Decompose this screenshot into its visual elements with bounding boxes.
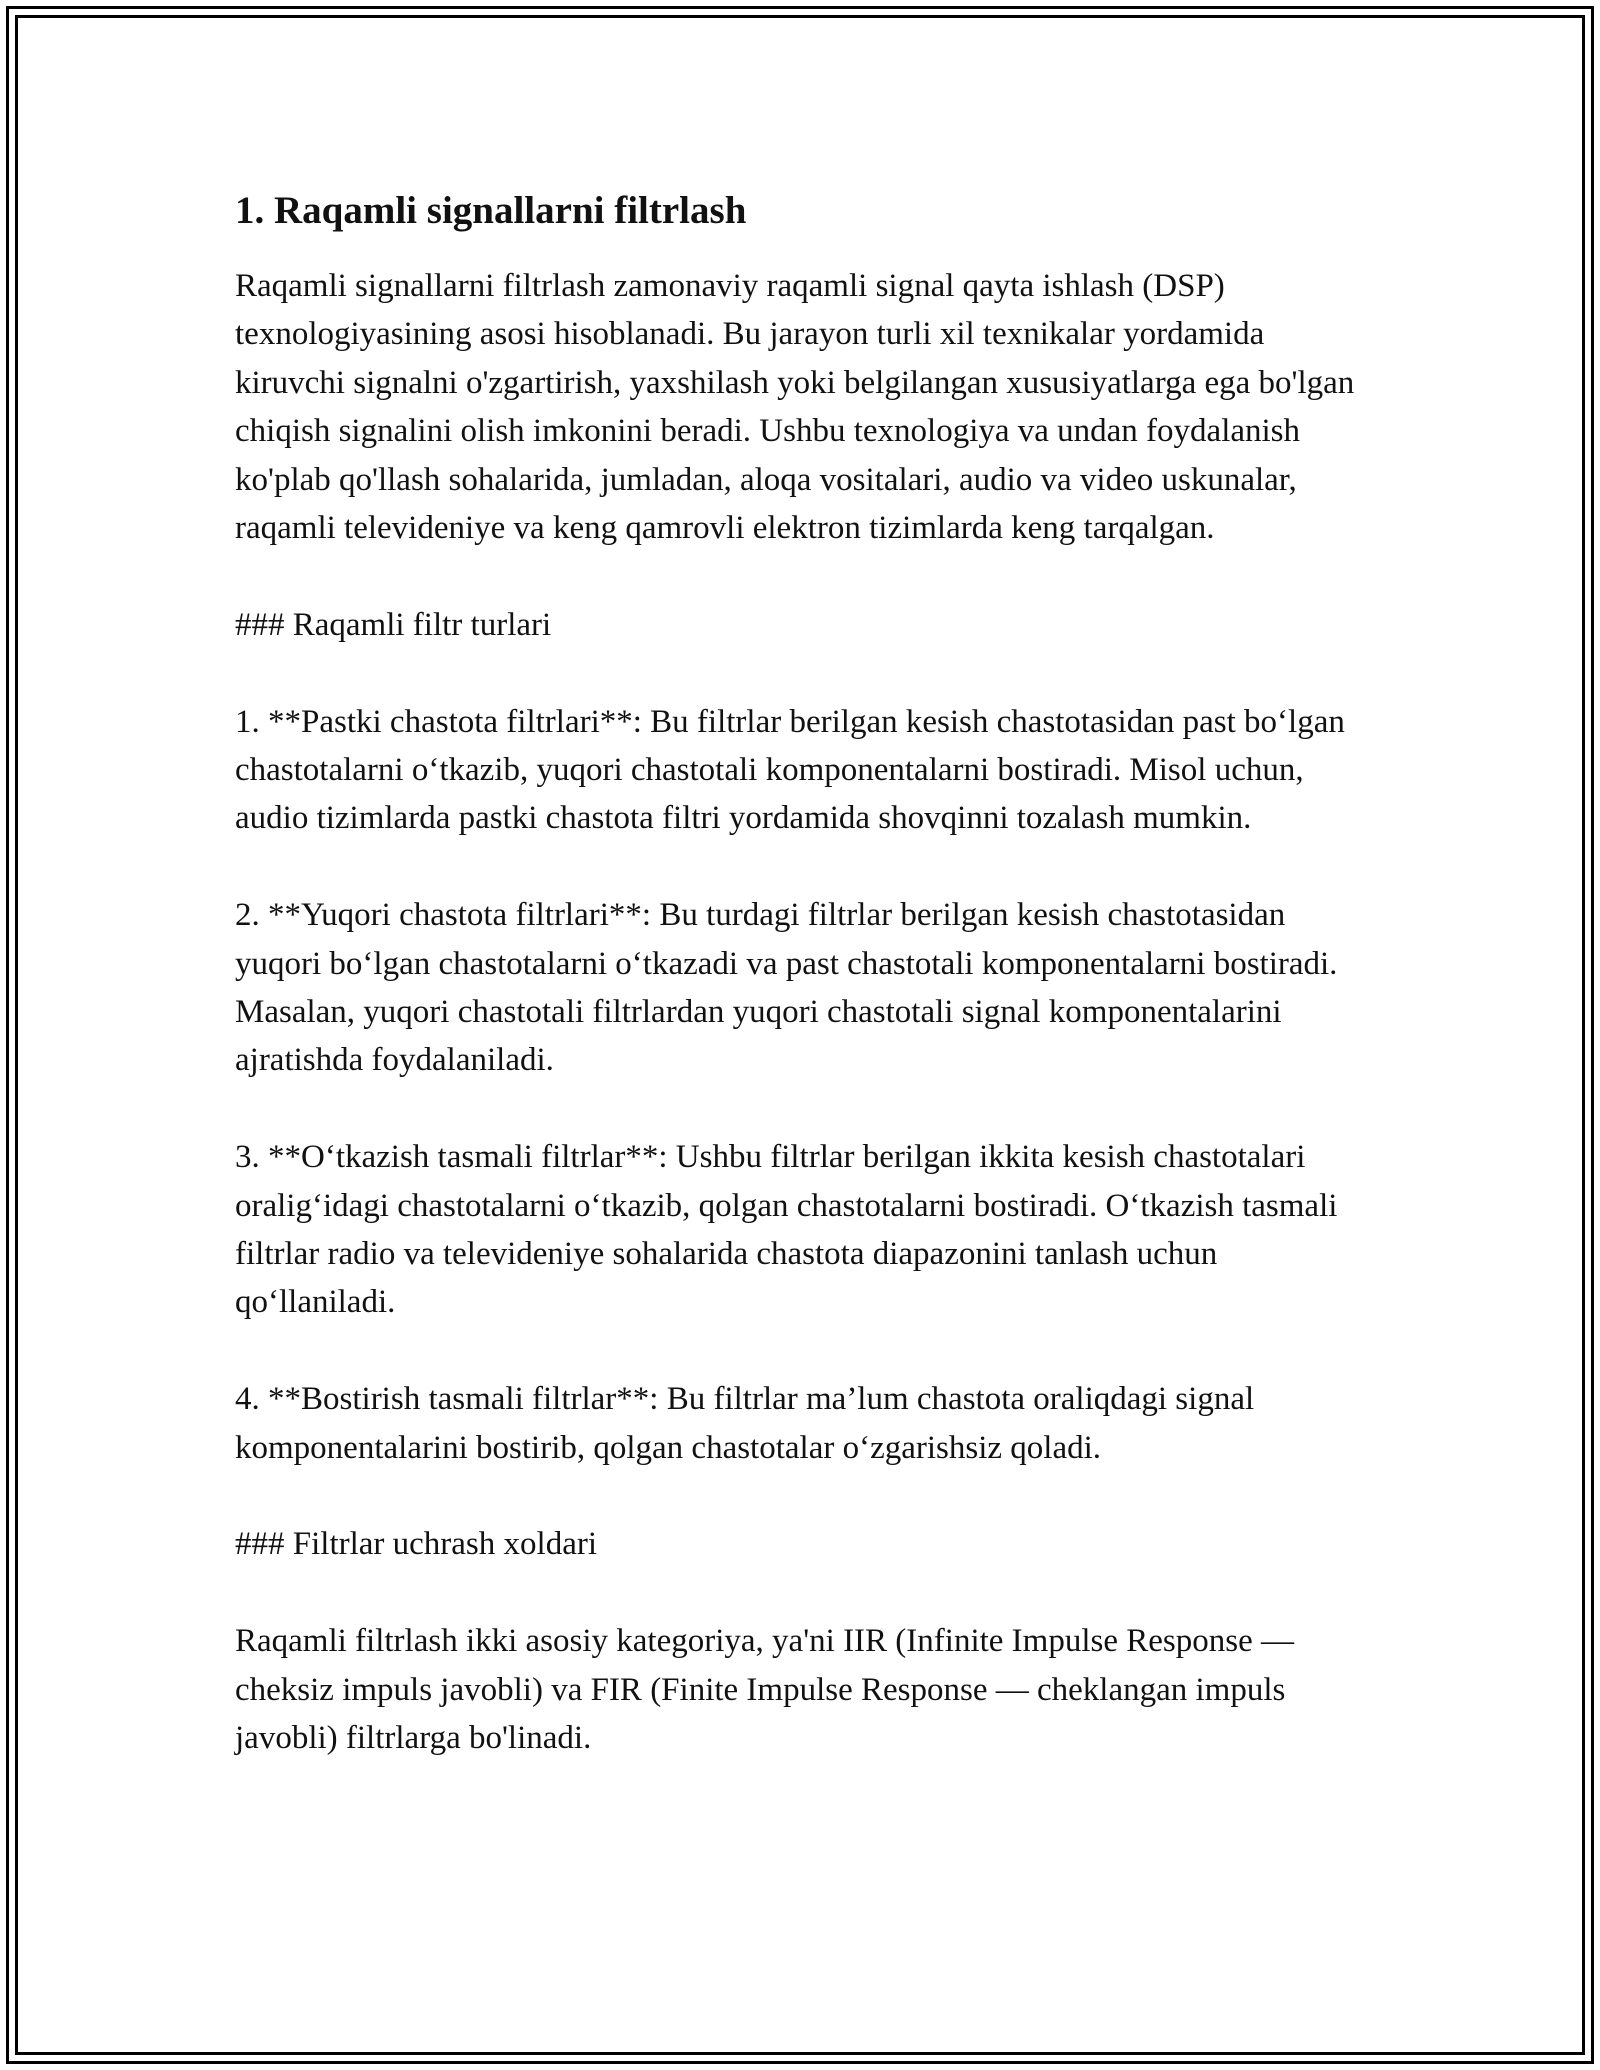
document-title: 1. Raqamli signallarni filtrlash [235, 189, 747, 232]
list-item-band-stop: 4. **Bostirish tasmali filtrlar**: Bu filtrlar ma’lum chastota oraliqdagi signal komponentalarini bostirib, qolgan chastotalar o‘zgarishsiz qoladi. [235, 1381, 1255, 1466]
list-item-high-pass: 2. **Yuqori chastota filtrlari**: Bu turdagi filtrlar berilgan kesish chastotasidan yuqori bo‘lgan chastotalarni o‘tkazadi va past chastotali komponentalarni bostiradi. Masalan, yuqori chastotali filtrlardan yuqori chastotali signal komponentalarini ajratishda foydalaniladi. [235, 897, 1338, 1079]
document-body [235, 186, 1375, 1762]
closing-paragraph: Raqamli filtrlash ikki asosiy kategoriya, ya'ni IIR (Infinite Impulse Response — cheksiz impuls javobli) va FIR (Finite Impulse Response — cheklangan impuls javobli) filtrlarga bo'linadi. [235, 1623, 1294, 1757]
list-item-band-pass: 3. **O‘tkazish tasmali filtrlar**: Ushbu filtrlar berilgan ikkita kesish chastotalari oralig‘idagi chastotalarni o‘tkazib, qolgan chastotalarni bostiradi. O‘tkazish tasmali filtrlar radio va televideniye sohalarida chastota diapazonini tanlash uchun qo‘llaniladi. [235, 1139, 1338, 1321]
section-heading-filter-categories: ### Filtrlar uchrash xoldari [235, 1526, 598, 1563]
section-heading-filter-types: ### Raqamli filtr turlari [235, 606, 552, 643]
list-item-low-pass: 1. **Pastki chastota filtrlari**: Bu filtrlar berilgan kesish chastotasidan past bo‘lgan chastotalarni o‘tkazib, yuqori chastotali komponentalarni bostiradi. Misol uchun, audio tizimlarda pastki chastota filtri yordamida shovqinni tozalash mumkin. [235, 703, 1345, 837]
intro-paragraph: Raqamli signallarni filtrlash zamonaviy raqamli signal qayta ishlash (DSP) texnologiyasining asosi hisoblanadi. Bu jarayon turli xil texnikalar yordamida kiruvchi signalni o'zgartirish, yaxshilash yoki belgilangan xususiyatlarga ega bo'lgan chiqish signalini olish imkonini beradi. Ushbu texnologiya va undan foydalanish ko'plab qo'llash sohalarida, jumladan, aloqa vositalari, audio va video uskunalar, raqamli televideniye va keng qamrovli elektron tizimlarda keng tarqalgan. [235, 268, 1355, 547]
